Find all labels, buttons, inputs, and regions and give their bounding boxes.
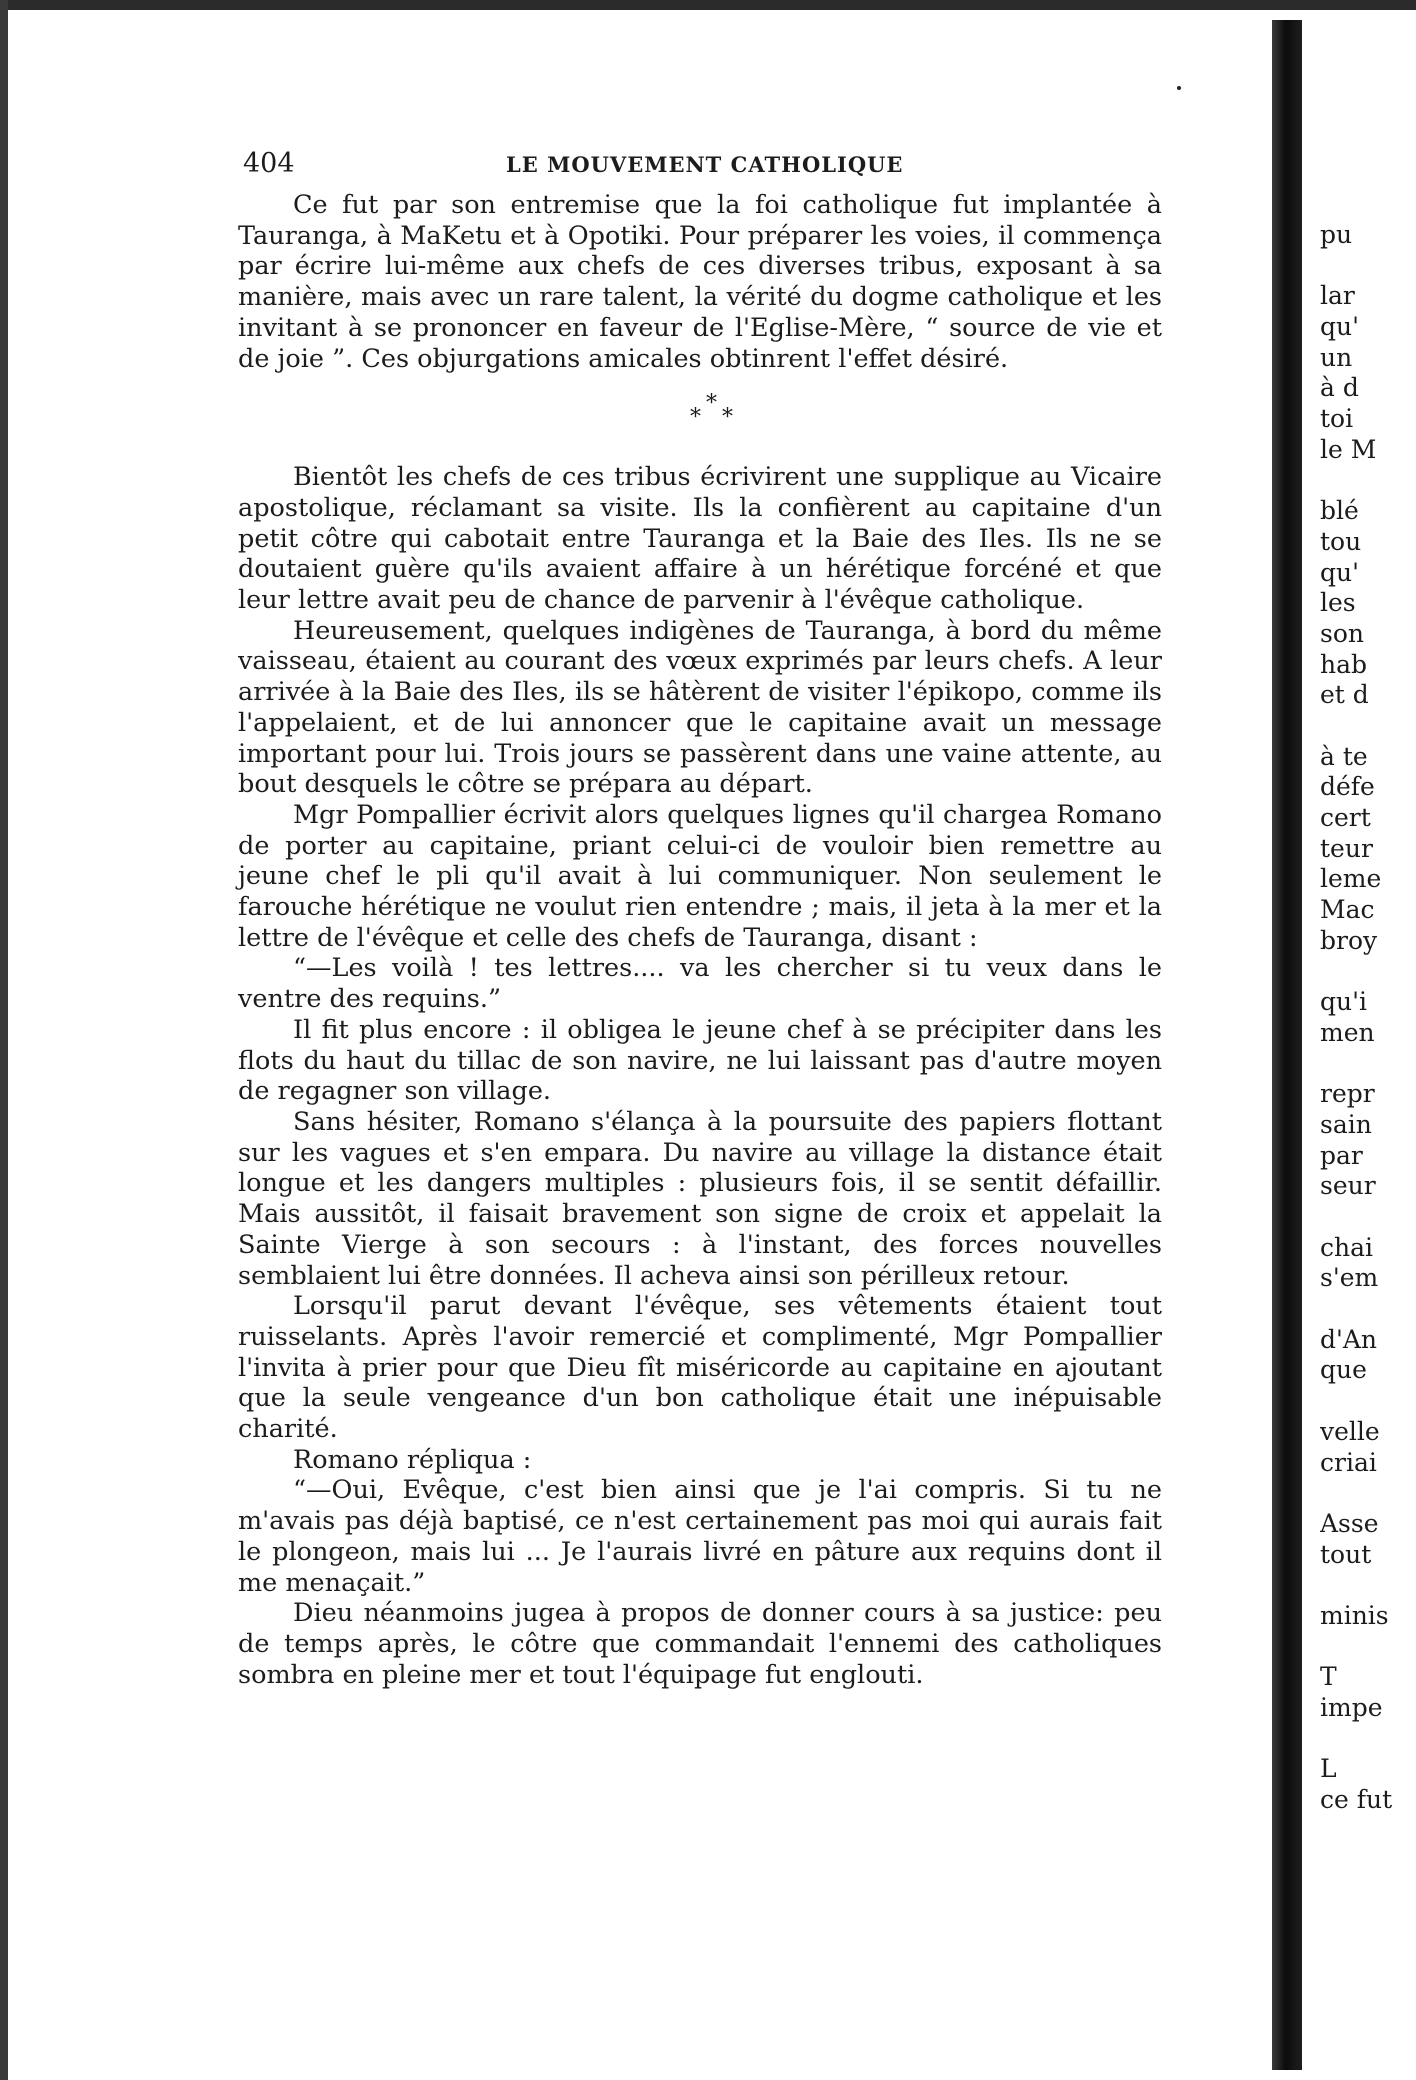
- book-gutter: [1272, 20, 1302, 2070]
- next-page-fragment: un: [1320, 342, 1353, 372]
- next-page-fragment: qu': [1320, 312, 1359, 342]
- page: [238, 138, 1162, 1690]
- next-page-fragment: Asse: [1320, 1508, 1379, 1538]
- paragraph-5: “—Les voilà ! tes lettres.... va les chercher si tu veux dans le ventre des requins.”: [238, 953, 1162, 1015]
- section-ornament: [238, 388, 1162, 452]
- paragraph-4: Mgr Pompallier écrivit alors quelques lignes qu'il chargea Romano de porter au capitaine, priant celui-ci de vouloir bien remettre au jeune chef le pli qu'il avait à lui communiquer. Non seulement le farouche hérétique ne voulut rien entendre ; mais, il jeta à la mer et la lettre de l'évêque et celle des chefs de Tauranga, disant :: [238, 799, 1162, 953]
- next-page-fragment: [1320, 251, 1416, 282]
- next-page-fragment: [1320, 957, 1416, 988]
- next-page-fragment: toi: [1320, 404, 1354, 434]
- next-page-fragment: défe: [1320, 772, 1375, 802]
- next-page-fragment: chai: [1320, 1232, 1374, 1262]
- page-header: [238, 138, 1162, 180]
- next-page-fragment: à d: [1320, 373, 1359, 403]
- next-page-fragment: T: [1320, 1662, 1337, 1692]
- next-page-fragment: s'em: [1320, 1263, 1379, 1293]
- running-title: LE MOUVEMENT CATHOLIQUE: [506, 152, 904, 177]
- next-page-fragment: men: [1320, 1017, 1375, 1047]
- ornament-star: *: [706, 391, 717, 417]
- next-page-fragment: [1320, 711, 1416, 742]
- next-page-fragment: le M: [1320, 434, 1377, 464]
- next-page-fragment: et d: [1320, 680, 1369, 710]
- paragraph-3: Heureusement, quelques indigènes de Tauranga, à bord du même vaisseau, étaient au courant des vœux exprimés par leurs chefs. A leur arrivée à la Baie des Iles, ils se hâtèrent de visiter l'épikopo, comme ils l'appelaient, et de lui annoncer que le capitaine avait un message important pour lui. Trois jours se passèrent dans une vaine attente, au bout desquels le côtre se prépara au départ.: [238, 615, 1162, 800]
- paragraph-2: Bientôt les chefs de ces tribus écrivirent une supplique au Vicaire apostolique, réclamant sa visite. Ils la confièrent au capitaine d'un petit côtre qui cabotait entre Tauranga et la Baie des Iles. Ils ne se doutaient guère qu'ils avaient affaire à un hérétique forcéné et que leur lettre avait peu de chance de parvenir à l'évêque catholique.: [238, 462, 1162, 616]
- scan-border-left: [0, 0, 8, 2080]
- paragraph-8: Lorsqu'il parut devant l'évêque, ses vêtements étaient tout ruisselants. Après l'avoir remercié et complimenté, Mgr Pompallier l'invita à prier pour que Dieu fît miséricorde au capitaine en ajoutant que la seule vengeance d'un bon catholique était une inépuisable charité.: [238, 1291, 1162, 1445]
- next-page-fragment: qu'i: [1320, 987, 1367, 1017]
- next-page-fragment: [1320, 1294, 1416, 1325]
- next-page-fragment: [1320, 1386, 1416, 1417]
- next-page-fragment: son: [1320, 618, 1364, 648]
- next-page-fragment: les: [1320, 588, 1356, 618]
- next-page-fragment: ce fut: [1320, 1785, 1393, 1815]
- paragraph-9: Romano répliqua :: [293, 1444, 532, 1475]
- next-page-fragment: [1320, 1724, 1416, 1755]
- next-page-fragment: L: [1320, 1754, 1337, 1784]
- next-page-fragment: pu: [1320, 220, 1353, 249]
- next-page-fragment: minis: [1320, 1600, 1389, 1630]
- next-page-fragment: [1320, 466, 1416, 497]
- next-page-fragment: velle: [1320, 1416, 1380, 1446]
- next-page-fragment: tout: [1320, 1539, 1372, 1569]
- next-page-fragment: tou: [1320, 526, 1362, 556]
- page-number: 404: [243, 148, 295, 179]
- next-page-fragment: Mac: [1320, 895, 1375, 925]
- next-page-fragment: seur: [1320, 1171, 1376, 1201]
- paragraph-6: Il fit plus encore : il obligea le jeune chef à se précipiter dans les flots du haut du tillac de son navire, ne lui laissant pas d'autre moyen de regagner son village.: [238, 1014, 1162, 1107]
- next-page-fragment: hab: [1320, 649, 1368, 679]
- ornament-star: *: [722, 405, 733, 431]
- scan-border-top: [0, 0, 1416, 10]
- scan-speck: [1177, 86, 1181, 90]
- next-page-fragment: teur: [1320, 833, 1373, 863]
- next-page-fragment: [1320, 1202, 1416, 1233]
- next-page-fragment: lar: [1320, 281, 1355, 311]
- next-page-fragment: repr: [1320, 1079, 1375, 1109]
- paragraph-10: “—Oui, Evêque, c'est bien ainsi que je l'ai compris. Si tu ne m'avais pas déjà baptisé, ce n'est certainement pas moi qui aurais fait le plongeon, mais lui ... Je l'aurais livré en pâture aux requins dont il me menaçait.”: [238, 1475, 1162, 1598]
- next-page-fragment: impe: [1320, 1693, 1383, 1722]
- next-page-fragment: qu': [1320, 557, 1359, 587]
- next-page-fragment: [1320, 1570, 1416, 1601]
- next-page-fragment: blé: [1320, 496, 1359, 526]
- body-text: [238, 190, 1162, 1690]
- next-page-fragment: [1320, 1049, 1416, 1080]
- next-page-fragment: d'An: [1320, 1324, 1378, 1354]
- next-page-fragment: [1320, 1478, 1416, 1509]
- next-page-fragment: sain: [1320, 1109, 1372, 1139]
- next-page-fragment: criai: [1320, 1447, 1377, 1477]
- paragraph-11: Dieu néanmoins jugea à propos de donner cours à sa justice: peu de temps après, le côtre que commandait l'ennemi des catholiques sombra en pleine mer et tout l'équipage fut englouti.: [238, 1598, 1162, 1690]
- next-page-fragment: à te: [1320, 741, 1368, 771]
- next-page-fragment: [1320, 1632, 1416, 1663]
- next-page-fragment: cert: [1320, 803, 1371, 833]
- next-page-fragment: que: [1320, 1355, 1367, 1385]
- paragraph-1: Ce fut par son entremise que la foi catholique fut implantée à Tauranga, à MaKetu et à Opotiki. Pour préparer les voies, il commença par écrire lui-même aux chefs de ces diverses tribus, exposant à sa manière, mais avec un rare talent, la vérité du dogme catholique et les invitant à se prononcer en faveur de l'Eglise-Mère, “ source de vie et de joie ”. Ces objurgations amicales obtinrent l'effet désiré.: [238, 190, 1162, 374]
- next-page-edge: [1320, 220, 1416, 1816]
- next-page-fragment: par: [1320, 1140, 1363, 1170]
- paragraph-7: Sans hésiter, Romano s'élança à la poursuite des papiers flottant sur les vagues et s'en empara. Du navire au village la distance était longue et les dangers multiples : plusieurs fois, il se sentit défaillir. Mais aussitôt, il faisait bravement son signe de croix et appelait la Sainte Vierge à son secours : à l'instant, des forces nouvelles semblaient lui être données. Il acheva ainsi son périlleux retour.: [238, 1106, 1162, 1291]
- next-page-fragment: broy: [1320, 925, 1378, 955]
- next-page-fragment: leme: [1320, 864, 1382, 894]
- ornament-star: *: [690, 405, 701, 431]
